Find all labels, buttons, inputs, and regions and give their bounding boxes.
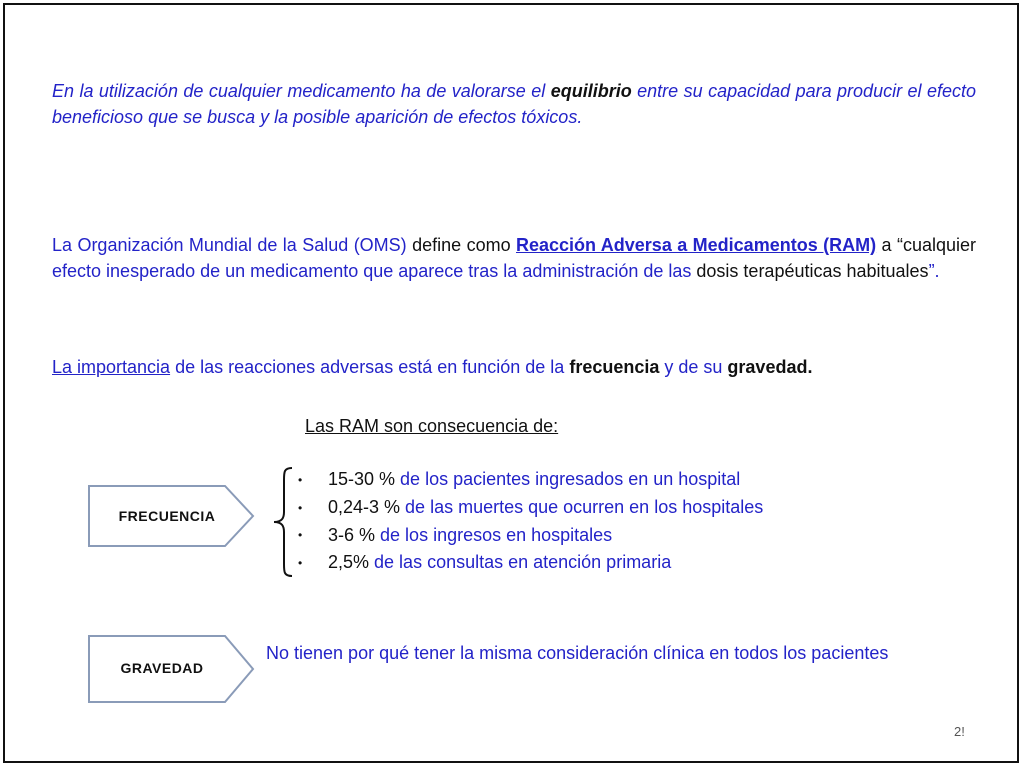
- page-number: 2!: [954, 724, 965, 739]
- intro-paragraph: En la utilización de cualquier medicamento ha de valorarse el equilibrio entre su capacidad para producir el efecto beneficioso que se busca y la posible aparición de efectos tóxicos.: [52, 81, 977, 127]
- frecuencia-bullet-list: [298, 466, 763, 577]
- gravedad-label: GRAVEDAD: [120, 660, 204, 676]
- ram-term: Reacción Adversa a Medicamentos (RAM): [516, 235, 877, 255]
- gravedad-description: No tienen por qué tener la misma consideración clínica en todos los pacientes: [266, 643, 889, 663]
- oms-definition-paragraph: La Organización Mundial de la Salud (OMS) define como Reacción Adversa a Medicamentos (RAM) a “cualquier efecto inesperado de un medicamento que aparece tras la administración de las dosis terapéuticas habituales”.: [52, 235, 976, 281]
- list-item: • 0,24-3 % de las muertes que ocurren en los hospitales: [298, 494, 763, 522]
- importance-term: La importancia: [52, 357, 171, 377]
- importance-paragraph: La importancia de las reacciones adversas está en función de la frecuencia y de su gravedad.: [52, 357, 813, 377]
- list-item: • 2,5% de las consultas en atención primaria: [298, 549, 763, 577]
- bullet-icon: •: [298, 500, 303, 515]
- keyword-equilibrio: equilibrio: [550, 81, 632, 101]
- frecuencia-chevron: [87, 484, 257, 548]
- list-item: • 15-30 % de los pacientes ingresados en un hospital: [298, 466, 763, 494]
- frecuencia-label: FRECUENCIA: [118, 508, 216, 524]
- gravedad-chevron: [87, 634, 257, 704]
- list-item: • 3-6 % de los ingresos en hospitales: [298, 522, 763, 550]
- ram-consequence-subtitle: Las RAM son consecuencia de:: [305, 416, 559, 436]
- bullet-icon: •: [298, 528, 303, 543]
- curly-brace-icon: [270, 464, 296, 580]
- bullet-icon: •: [298, 472, 303, 487]
- bullet-icon: •: [298, 556, 303, 570]
